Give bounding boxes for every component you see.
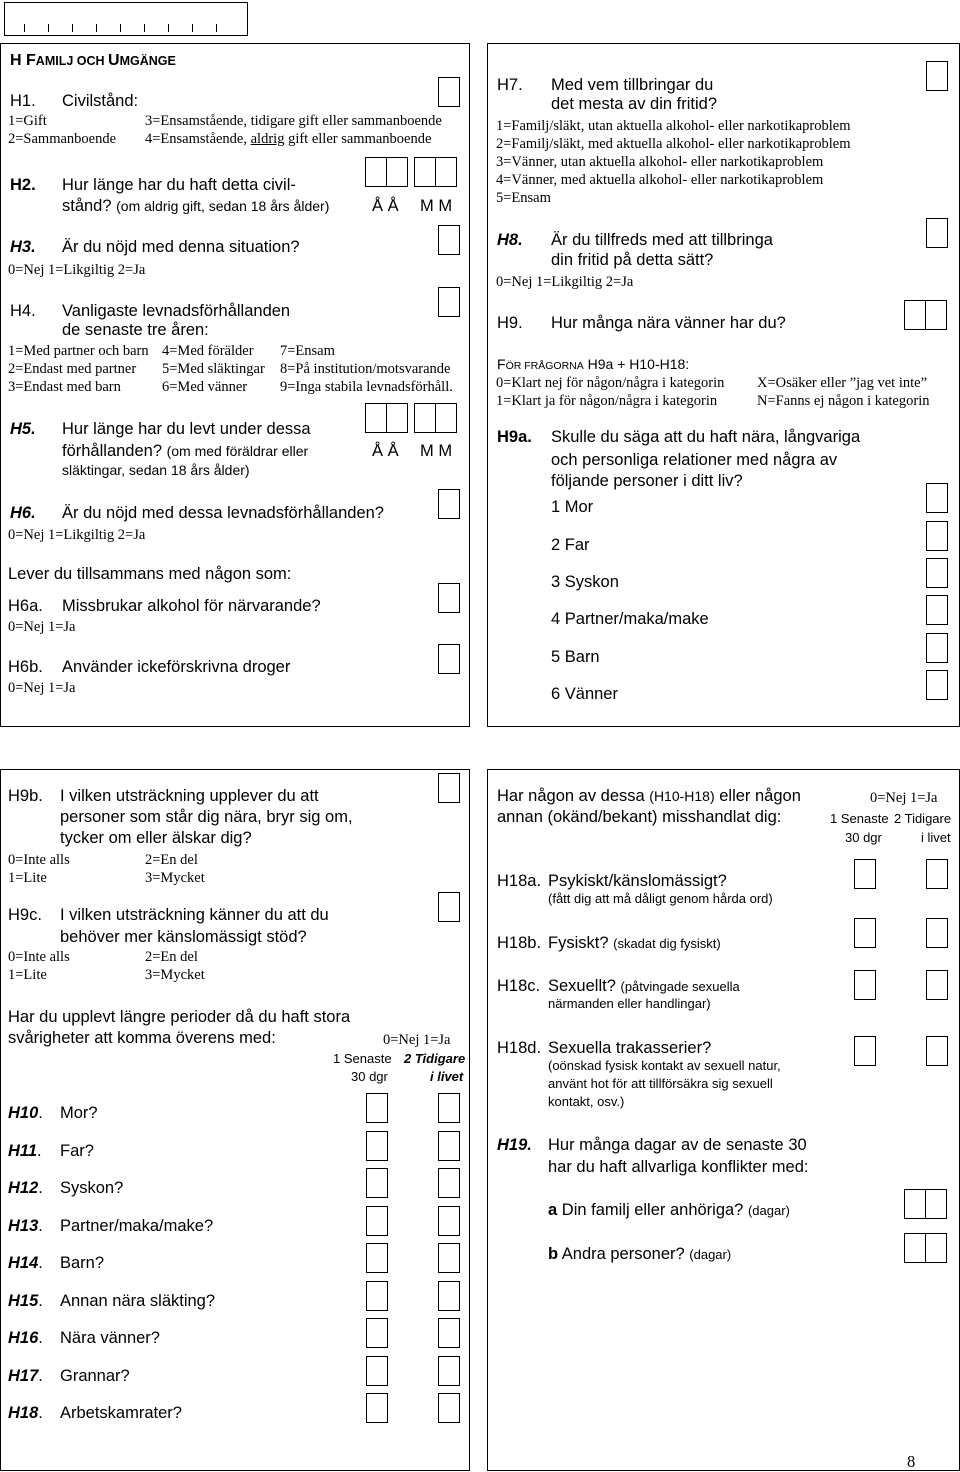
h10-h18-item: [8, 1141, 42, 1162]
item-dot: .: [38, 1254, 43, 1272]
item-dot: .: [38, 1366, 43, 1385]
h7-code-4: 4=Vänner, med aktuella alkohol- eller narkotikaproblem: [496, 172, 824, 188]
h18d-text: Sexuella trakasserier?: [548, 1039, 712, 1057]
item-text: Syskon?: [60, 1179, 124, 1197]
tidigare-i-livet-box[interactable]: [438, 1281, 460, 1311]
h18b-box-1[interactable]: [854, 918, 876, 948]
h5-line2: [62, 441, 308, 462]
h4-code-3: 3=Endast med barn: [8, 379, 121, 395]
senaste-30-dgr-box[interactable]: [366, 1318, 388, 1348]
h6a-answer-box[interactable]: [438, 583, 460, 613]
h18b-text: [548, 933, 721, 954]
h9a-line3: följande personer i ditt liv?: [551, 472, 743, 490]
h6b-num: H6b.: [8, 658, 43, 676]
h18d-note3: kontakt, osv.): [548, 1094, 625, 1109]
h9a-item-4: 4 Partner/maka/make: [551, 610, 709, 628]
h9c-num: H9c.: [8, 906, 42, 924]
item-text: Arbetskamrater?: [60, 1404, 182, 1422]
header-tick: [96, 24, 97, 32]
h6-text: Är du nöjd med dessa levnadsförhållanden?: [62, 504, 384, 522]
h9a-num: H9a.: [497, 428, 532, 446]
h18d-box-2[interactable]: [926, 1036, 948, 1066]
item-dot: .: [38, 1404, 43, 1422]
h2-month-box-1[interactable]: [414, 157, 436, 187]
h3-num: H3.: [10, 238, 36, 256]
tidigare-i-livet-box[interactable]: [438, 1093, 460, 1123]
h19a-box-1[interactable]: [904, 1189, 926, 1219]
h9a-box-partner[interactable]: [926, 595, 948, 625]
senaste-30-dgr-box[interactable]: [366, 1281, 388, 1311]
h2-year-box-2[interactable]: [386, 157, 408, 187]
item-text: Grannar?: [60, 1366, 130, 1385]
h4-code-6: 6=Med vänner: [162, 379, 248, 395]
svar-line1: Har du upplevt längre perioder då du haft stora: [8, 1008, 351, 1026]
h19-line2: har du haft allvarliga konflikter med:: [548, 1158, 809, 1176]
h4-answer-box[interactable]: [438, 287, 460, 317]
harnagon-col1b: 30 dgr: [845, 830, 882, 845]
h8-answer-box[interactable]: [926, 218, 948, 248]
h7-code-3: 3=Vänner, utan aktuella alkohol- eller narkotikaproblem: [496, 154, 824, 170]
h9a-item-3: 3 Syskon: [551, 573, 619, 591]
senaste-30-dgr-box[interactable]: [366, 1131, 388, 1161]
h18c-note2: närmanden eller handlingar): [548, 996, 711, 1011]
harnagon-col2b: i livet: [921, 830, 951, 845]
harnagon-col2a: 2 Tidigare: [894, 811, 952, 826]
h18c-text-main: Sexuellt?: [548, 977, 616, 995]
h10-h18-item: [8, 1178, 43, 1199]
item-dot: .: [37, 1141, 42, 1160]
header-tick: [120, 24, 121, 32]
h7-line2: det mesta av din fritid?: [551, 95, 717, 113]
item-text: Far?: [60, 1141, 94, 1160]
header-strip: [4, 2, 248, 36]
h6b-answer-box[interactable]: [438, 644, 460, 674]
header-tick: [24, 24, 25, 32]
item-text: Barn?: [60, 1254, 105, 1272]
h9b-line3: tycker om eller älskar dig?: [60, 829, 252, 847]
tidigare-i-livet-box[interactable]: [438, 1243, 460, 1273]
h19-num: H19.: [497, 1136, 532, 1154]
h2-aa: Å Å: [372, 197, 399, 215]
h18b-box-2[interactable]: [926, 918, 948, 948]
tidigare-i-livet-box[interactable]: [438, 1318, 460, 1348]
h18a-box-1[interactable]: [854, 859, 876, 889]
item-num: H16: [8, 1329, 39, 1347]
h19-a: [548, 1200, 790, 1221]
ff-line2b: N=Fanns ej någon i kategorin: [757, 393, 930, 409]
senaste-30-dgr-box[interactable]: [366, 1393, 388, 1423]
h10-h18-item: [8, 1253, 43, 1274]
h7-answer-box[interactable]: [926, 61, 948, 91]
h2-line2: [62, 196, 329, 217]
h9a-box-syskon[interactable]: [926, 558, 948, 588]
h4-code-4: 4=Med förälder: [162, 343, 254, 359]
svar-col1a: 1 Senaste: [333, 1051, 392, 1066]
harnagon-line1-end: eller någon: [714, 787, 801, 805]
h7-line1: Med vem tillbringar du: [551, 76, 714, 94]
h7-code-1: 1=Familj/släkt, utan aktuella alkohol- eller narkotikaproblem: [496, 118, 851, 134]
section-u: U: [108, 52, 120, 69]
h3-text: Är du nöjd med denna situation?: [62, 238, 300, 256]
h9a-line2: och personliga relationer med några av: [551, 451, 838, 469]
h6a-text: Missbrukar alkohol för närvarande?: [62, 597, 321, 615]
h5-line1: Hur länge har du levt under dessa: [62, 420, 311, 438]
h4-line2: de senaste tre åren:: [62, 321, 209, 339]
item-num: H15: [8, 1291, 39, 1310]
h9c-code-3: 3=Mycket: [145, 967, 205, 983]
senaste-30-dgr-box[interactable]: [366, 1206, 388, 1236]
item-num: H10: [8, 1104, 39, 1122]
h5-month-box-1[interactable]: [414, 403, 436, 433]
h8-line1: Är du tillfreds med att tillbringa: [551, 231, 773, 249]
h2-line1: Hur länge har du haft detta civil-: [62, 176, 296, 194]
h9b-num: H9b.: [8, 787, 43, 805]
h9-num: H9.: [497, 314, 523, 332]
item-dot: .: [38, 1216, 43, 1235]
h1-text: Civilstånd:: [62, 92, 139, 110]
section-rest1: AMILJ OCH: [35, 54, 109, 68]
item-text: Nära vänner?: [60, 1329, 160, 1347]
header-tick: [192, 24, 193, 32]
harnagon-col1a: 1 Senaste: [830, 811, 889, 826]
senaste-30-dgr-box[interactable]: [366, 1243, 388, 1273]
h9-box-2[interactable]: [925, 300, 947, 330]
h4-code-2: 2=Endast med partner: [8, 361, 137, 377]
h9a-box-vanner[interactable]: [926, 670, 948, 700]
h9c-code-1: 1=Lite: [8, 967, 47, 983]
senaste-30-dgr-box[interactable]: [366, 1356, 388, 1386]
h7-num: H7.: [497, 76, 523, 94]
section-letter: H: [10, 52, 22, 69]
h19-line1: Hur många dagar av de senaste 30: [548, 1136, 807, 1154]
h1-code-1: 1=Gift: [8, 113, 47, 129]
h4-code-5: 5=Med släktingar: [162, 361, 265, 377]
h2-mm: M M: [420, 197, 453, 215]
ff-line2a: 1=Klart ja för någon/några i kategorin: [496, 393, 718, 409]
h7-code-5: 5=Ensam: [496, 190, 551, 206]
h3-answer-box[interactable]: [438, 225, 460, 255]
ff-rest: ÖR FRÅGORNA: [505, 360, 584, 372]
h9b-code-0: 0=Inte alls: [8, 852, 70, 868]
h18a-num: H18a.: [497, 872, 542, 890]
header-tick: [48, 24, 49, 32]
h6-codes: 0=Nej 1=Likgiltig 2=Ja: [8, 527, 146, 543]
h18a-box-2[interactable]: [926, 859, 948, 889]
h9b-code-2: 2=En del: [145, 852, 198, 868]
page-number: 8: [907, 1452, 916, 1471]
header-tick: [144, 24, 145, 32]
h5-line2-main: förhållanden?: [62, 442, 162, 460]
item-num: H11: [8, 1141, 38, 1160]
h18c-num: H18c.: [497, 977, 541, 995]
ff-f: F: [497, 356, 506, 372]
h1-code-4: [145, 130, 431, 148]
h9b-code-1: 1=Lite: [8, 870, 47, 886]
tidigare-i-livet-box[interactable]: [438, 1356, 460, 1386]
h10-h18-item: [8, 1366, 43, 1387]
h4-code-7: 7=Ensam: [280, 343, 335, 359]
h9a-item-2: 2 Far: [551, 536, 590, 554]
h19-b-note: (dagar): [689, 1247, 732, 1262]
h18c-note: (påtvingade sexuella: [620, 979, 740, 994]
h9b-line1: I vilken utsträckning upplever du att: [60, 787, 319, 805]
h19b-box-1[interactable]: [904, 1233, 926, 1263]
h5-note2: släktingar, sedan 18 års ålder): [62, 462, 250, 478]
svar-col1b: 30 dgr: [351, 1069, 388, 1084]
item-num: H17: [8, 1366, 39, 1385]
ff-line1b: X=Osäker eller ”jag vet inte”: [757, 375, 928, 391]
forfragorna-title: [497, 356, 689, 374]
h6a-codes: 0=Nej 1=Ja: [8, 619, 76, 635]
h1-c4-pre: 4=Ensamstående,: [145, 131, 251, 147]
ff-rest2: H9a + H10-H18:: [583, 356, 690, 372]
h18b-text-main: Fysiskt?: [548, 934, 609, 952]
h9a-box-mor[interactable]: [926, 483, 948, 513]
h8-line2: din fritid på detta sätt?: [551, 251, 714, 269]
h19-b: [548, 1244, 731, 1265]
h4-line1: Vanligaste levnadsförhållanden: [62, 302, 291, 320]
h5-note: (om med föräldrar eller: [166, 443, 309, 459]
h18d-note: (oönskad fysisk kontakt av sexuell natur,: [548, 1058, 781, 1073]
tidigare-i-livet-box[interactable]: [438, 1131, 460, 1161]
h1-c4-underlined: aldrig: [250, 131, 285, 147]
h2-num: H2.: [10, 176, 36, 194]
h8-num: H8.: [497, 231, 523, 249]
h10-h18-item: [8, 1328, 43, 1349]
item-num: H18: [8, 1404, 39, 1422]
h9c-code-0: 0=Inte alls: [8, 949, 70, 965]
h9a-box-barn[interactable]: [926, 633, 948, 663]
h9b-line2: personer som står dig nära, bryr sig om,: [60, 808, 353, 826]
header-tick: [216, 24, 217, 32]
h6-num: H6.: [10, 504, 36, 522]
h19a-box-2[interactable]: [925, 1189, 947, 1219]
svar-codes: 0=Nej 1=Ja: [383, 1032, 451, 1048]
item-dot: .: [38, 1104, 43, 1122]
tidigare-i-livet-box[interactable]: [438, 1393, 460, 1423]
h18c-box-1[interactable]: [854, 970, 876, 1000]
ff-line1a: 0=Klart nej för någon/några i kategorin: [496, 375, 725, 391]
harnagon-line1: [497, 786, 801, 807]
h9a-box-far[interactable]: [926, 521, 948, 551]
h2-year-box-1[interactable]: [365, 157, 387, 187]
h18c-box-2[interactable]: [926, 970, 948, 1000]
h18a-note: (fått dig att må dåligt genom hårda ord): [548, 891, 773, 906]
h9c-code-2: 2=En del: [145, 949, 198, 965]
h9b-answer-box[interactable]: [438, 773, 460, 803]
h4-code-1: 1=Med partner och barn: [8, 343, 149, 359]
h10-h18-item: [8, 1403, 43, 1424]
h6-answer-box[interactable]: [438, 489, 460, 519]
svar-col2b: i livet: [430, 1069, 464, 1084]
section-f: F: [26, 52, 36, 69]
item-num: H12: [8, 1179, 39, 1197]
item-text: Mor?: [60, 1104, 98, 1122]
h18c-text: [548, 976, 740, 997]
harnagon-line2: annan (okänd/bekant) misshandlat dig:: [497, 808, 782, 826]
tidigare-i-livet-box[interactable]: [438, 1206, 460, 1236]
harnagon-line1-ref: (H10-H18): [649, 788, 715, 804]
h18b-num: H18b.: [497, 934, 542, 952]
h10-h18-item: [8, 1216, 43, 1237]
h6b-codes: 0=Nej 1=Ja: [8, 680, 76, 696]
h19-a-letter: a: [548, 1201, 558, 1219]
harnagon-line1-main: Har någon av dessa: [497, 787, 645, 805]
h6b-text: Använder ickeförskrivna droger: [62, 658, 291, 676]
h4-num: H4.: [10, 302, 36, 320]
h18d-num: H18d.: [497, 1039, 542, 1057]
h2-note: (om aldrig gift, sedan 18 års ålder): [116, 198, 330, 214]
h9a-line1: Skulle du säga att du haft nära, långvariga: [551, 428, 861, 446]
h18d-note2: använt hot för att tillförsäkra sig sexuell: [548, 1076, 773, 1091]
h9c-answer-box[interactable]: [438, 892, 460, 922]
h5-year-box-2[interactable]: [386, 403, 408, 433]
h9-text: Hur många nära vänner har du?: [551, 314, 786, 332]
tidigare-i-livet-box[interactable]: [438, 1168, 460, 1198]
h18a-text: Psykiskt/känslomässigt?: [548, 872, 727, 890]
header-tick: [72, 24, 73, 32]
h3-codes: 0=Nej 1=Likgiltig 2=Ja: [8, 262, 146, 278]
h2-month-box-2[interactable]: [435, 157, 457, 187]
h18d-box-1[interactable]: [854, 1036, 876, 1066]
h1-answer-box[interactable]: [438, 77, 460, 107]
header-tick: [168, 24, 169, 32]
section-title: [10, 52, 176, 70]
section-rest2: MGÄNGE: [119, 54, 176, 68]
item-text: Annan nära släkting?: [60, 1291, 216, 1310]
h19-b-letter: b: [548, 1245, 559, 1263]
h6a-num: H6a.: [8, 597, 43, 615]
h1-c4-post: gift eller sammanboende: [284, 131, 432, 147]
h19-a-note: (dagar): [747, 1203, 790, 1218]
svar-line2: svårigheter att komma överens med:: [8, 1029, 276, 1047]
h9-box-1[interactable]: [904, 300, 926, 330]
item-num: H14: [8, 1254, 39, 1272]
item-dot: .: [38, 1329, 43, 1347]
h9a-item-1: 1 Mor: [551, 498, 594, 516]
h2-line2-main: stånd?: [62, 197, 112, 215]
h1-num: H1.: [10, 92, 36, 110]
h7-code-2: 2=Familj/släkt, med aktuella alkohol- eller narkotikaproblem: [496, 136, 851, 152]
h8-codes: 0=Nej 1=Likgiltig 2=Ja: [496, 274, 634, 290]
h5-month-box-2[interactable]: [435, 403, 457, 433]
h4-code-9: 9=Inga stabila levnadsförhåll.: [280, 379, 453, 395]
h19-b-text: Andra personer?: [558, 1245, 685, 1263]
h9c-line1: I vilken utsträckning känner du att du: [60, 906, 329, 924]
item-dot: .: [38, 1291, 43, 1310]
svar-col2a: 2 Tidigare: [404, 1051, 466, 1066]
lever-text: Lever du tillsammans med någon som:: [8, 565, 292, 583]
h1-code-2: 2=Sammanboende: [8, 131, 117, 147]
h10-h18-item: [8, 1291, 43, 1312]
h19-a-text: Din familj eller anhöriga?: [557, 1201, 744, 1219]
senaste-30-dgr-box[interactable]: [366, 1168, 388, 1198]
h9a-item-6: 6 Vänner: [551, 685, 618, 703]
h10-h18-item: [8, 1103, 43, 1124]
harnagon-codes: 0=Nej 1=Ja: [870, 790, 938, 806]
h19b-box-2[interactable]: [925, 1233, 947, 1263]
h5-year-box-1[interactable]: [365, 403, 387, 433]
h5-num: H5.: [10, 420, 36, 438]
h9a-item-5: 5 Barn: [551, 648, 600, 666]
item-dot: .: [38, 1179, 43, 1197]
h1-code-3: 3=Ensamstående, tidigare gift eller sammanboende: [145, 113, 442, 129]
h9b-code-3: 3=Mycket: [145, 870, 205, 886]
item-text: Partner/maka/make?: [60, 1216, 214, 1235]
h9c-line2: behöver mer känslomässigt stöd?: [60, 928, 307, 946]
h5-mm: M M: [420, 442, 453, 460]
h5-aa: Å Å: [372, 442, 399, 460]
item-num: H13: [8, 1216, 39, 1235]
h18b-note: (skadat dig fysiskt): [613, 936, 721, 951]
senaste-30-dgr-box[interactable]: [366, 1093, 388, 1123]
h4-code-8: 8=På institution/motsvarande: [280, 361, 451, 377]
